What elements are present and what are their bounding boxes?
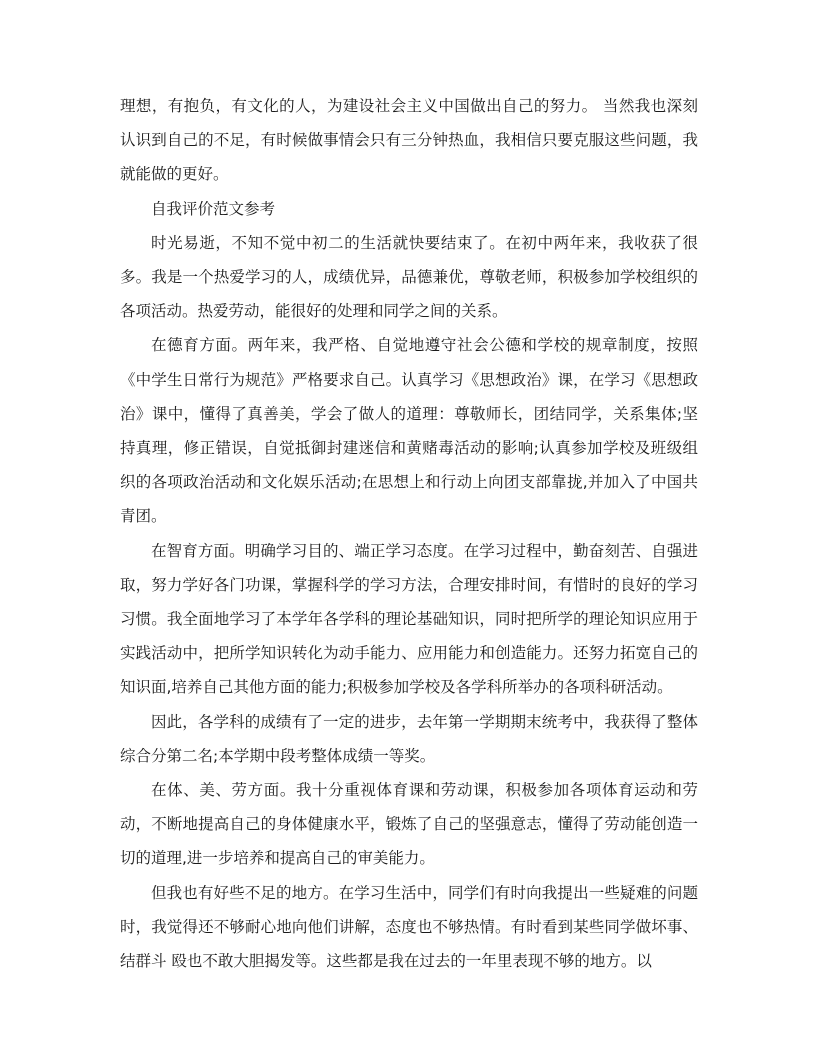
document-body [120, 89, 698, 978]
paragraph-shortcomings: 但我也有好些不足的地方。在学习生活中，同学们有时向我提出一些疑难的问题时，我觉得还不够耐心地向他们讲解，态度也不够热情。有时看到某些同学做坏事、结群斗 殴也不敢大胆揭发等。这些都是我在过去的一年里表现不够的地方。以 [120, 883, 698, 971]
paragraph-intellectual-education: 在智育方面。明确学习目的、端正学习态度。在学习过程中，勤奋刻苦、自强进取，努力学好各门功课，掌握科学的学习方法，合理安排时间，有惜时的良好的学习习惯。我全面地学习了本学年各学科的理论基础知识，同时把所学的理论知识应用于实践活动中，把所学知识转化为动手能力、应用能力和创造能力。还努力拓宽自己的知识面,培养自己其他方面的能力;积极参加学校及各学科所举办的各项科研活动。 [120, 541, 698, 697]
paragraph-moral-education: 在德育方面。两年来，我严格、自觉地遵守社会公德和学校的规章制度，按照《中学生日常行为规范》严格要求自己。认真学习《思想政治》课，在学习《思想政治》课中，懂得了真善美，学会了做人的道理：尊敬师长，团结同学，关系集体;坚持真理，修正错误，自觉抵御封建迷信和黄赌毒活动的影响;认真参加学校及班级组织的各项政治活动和文化娱乐活动;在思想上和行动上向团支部靠拢,并加入了中国共青团。 [120, 336, 698, 526]
paragraph-physical-aesthetic-labor: 在体、美、劳方面。我十分重视体育课和劳动课，积极参加各项体育运动和劳动，不断地提高自己的身体健康水平，锻炼了自己的坚强意志，懂得了劳动能创造一切的道理,进一步培养和提高自己的审美能力。 [120, 781, 698, 868]
paragraph-results: 因此，各学科的成绩有了一定的进步，去年第一学期期末统考中，我获得了整体综合分第二名;本学期中段考整体成绩一等奖。 [120, 712, 698, 765]
section-heading: 自我评价范文参考 [151, 199, 276, 218]
paragraph-intro: 时光易逝，不知不觉中初二的生活就快要结束了。在初中两年来，我收获了很多。我是一个热爱学习的人，成绩优异，品德兼优，尊敬老师，积极参加学校组织的各项活动。热爱劳动，能很好的处理和同学之间的关系。 [120, 233, 698, 321]
paragraph-continuation: 理想，有抱负，有文化的人，为建设社会主义中国做出自己的努力。 当然我也深刻认识到自己的不足，有时候做事情会只有三分钟热血，我相信只要克服这些问题，我就能做的更好。 [120, 97, 698, 184]
